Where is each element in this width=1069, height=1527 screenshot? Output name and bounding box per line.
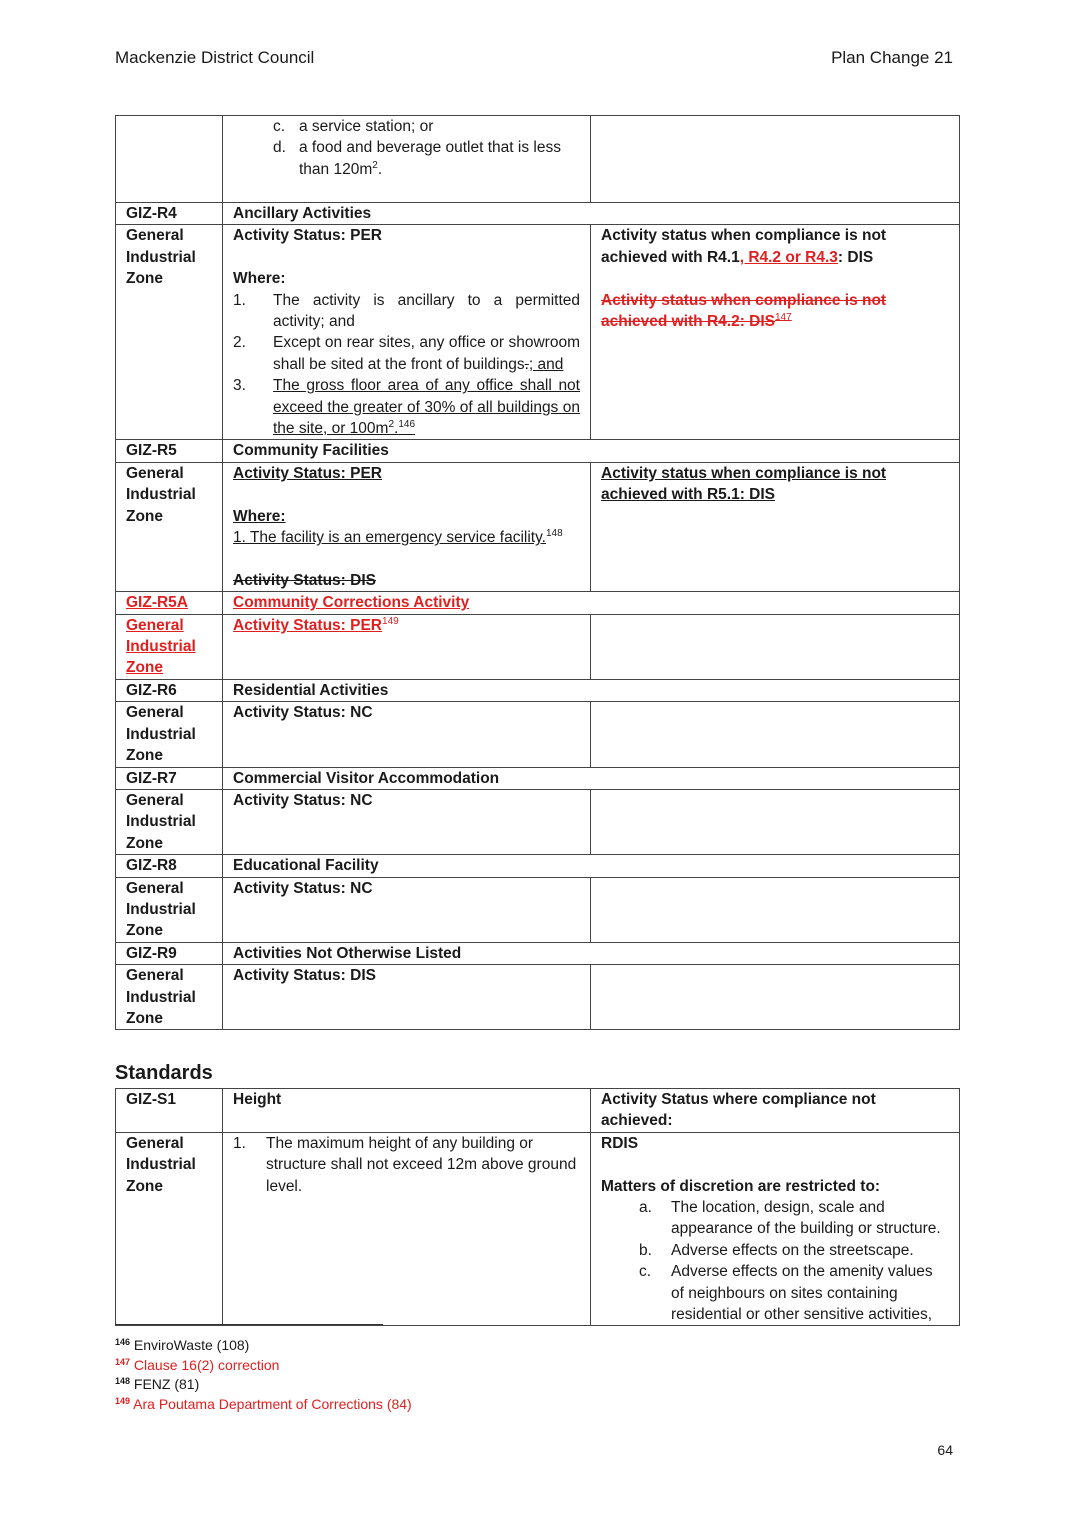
zone-label: General Industrial Zone [116,1132,223,1326]
list-item: c. Adverse effects on the amenity values of neighbours on sites containing residential or other sensitive activities, [639,1263,933,1324]
matters-heading: Matters of discretion are restricted to: [601,1177,881,1195]
non-compliance-status: Activity status when compliance is not achieved with R5.1: DIS [601,464,887,504]
where-label: Where: [233,507,286,525]
rule-code: GIZ-R9 [116,942,223,964]
rule-body-row [116,877,960,942]
standard-header-row [116,1089,960,1133]
standard-requirement [223,1132,591,1326]
non-compliance-status: Activity status when compliance is not achieved with R4.1, R4.2 or R4.3: DIS [601,227,887,266]
rule-title: Ancillary Activities [223,203,960,225]
rule-title: Community Corrections Activity [223,592,960,614]
activity-status-cell [223,462,591,591]
list-item: a. The location, design, scale and appearance of the building or structure. [639,1199,941,1238]
standards-heading: Standards [115,1062,213,1084]
deleted-status: Activity Status: DIS [233,571,376,589]
header-plan-change: Plan Change 21 [831,48,953,67]
list-item: d. a food and beverage outlet that is less than $120m^2$. [273,139,561,178]
non-compliance-cell [591,462,960,591]
footnote-ref: 146 [398,419,416,431]
rule-header-row [116,203,960,225]
zone-label: General Industrial Zone [116,225,223,440]
page-number: 64 [937,1442,953,1458]
zone-label: General Industrial Zone [116,702,223,767]
standards-table [115,1088,960,1326]
continuation-list [223,116,591,203]
footnote-divider [115,1324,383,1325]
table-row [116,116,960,203]
rule-body-row [116,965,960,1030]
footnote-ref: 149 [382,615,399,627]
rule-code: GIZ-R7 [116,767,223,789]
footnote: $^{148}$ FENZ (81) [115,1376,200,1392]
rule-header-row [116,767,960,789]
footnote: $^{147}$ Clause 16(2) correction [115,1356,280,1373]
rule-header-row [116,855,960,877]
list-item: b. Adverse effects on the streetscape. [639,1241,914,1259]
rule-body-row [116,614,960,679]
activity-status: Activity Status: PER [233,227,383,245]
rule-code: GIZ-R5A [116,592,223,614]
zone-cell [116,116,223,203]
list-item: 1. The activity is ancillary to a permitted activity; and [233,291,580,331]
rule-code: GIZ-R6 [116,679,223,701]
non-compliance-cell [591,1132,960,1326]
rule-body-row [116,702,960,767]
rule-body-row [116,225,960,440]
footnote-ref: 148 [546,528,563,540]
rule-header-row [116,592,960,614]
standard-code: GIZ-S1 [116,1089,223,1133]
list-item: 1. The facility is an emergency service facility.$^{148}$ [233,528,563,547]
standard-column-heading: Activity Status where compliance not achieved: [591,1089,960,1133]
activity-status: Activity Status: NC [223,702,591,767]
empty-cell [591,877,960,942]
footnote-ref: 147 [775,312,792,324]
where-label: Where: [233,270,286,288]
header-council-name: Mackenzie District Council [115,48,315,67]
empty-cell [591,965,960,1030]
activity-status: Activity Status: NC [223,877,591,942]
rule-code: GIZ-R4 [116,203,223,225]
empty-cell [591,789,960,854]
activity-status: Activity Status: DIS [223,965,591,1030]
rule-body-row [116,462,960,591]
deleted-status: Activity status when compliance is not achieved with R4.2: DIS$^{147}$ [601,291,887,331]
standard-title: Height [223,1089,591,1133]
zone-label: General Industrial Zone [116,789,223,854]
standard-body-row [116,1132,960,1326]
non-compliance-cell [591,225,960,440]
list-item: 3. The gross floor area of any office shall not exceed the greater of 30% of all buildings on the site, or $100m^2.^{146}$ [233,377,580,438]
rule-code: GIZ-R5 [116,440,223,462]
rule-body-row [116,789,960,854]
footnotes [115,1336,412,1414]
rule-header-row [116,440,960,462]
rule-code: GIZ-R8 [116,855,223,877]
zone-label: General Industrial Zone [116,614,223,679]
zone-label: General Industrial Zone [116,965,223,1030]
activity-status-cell [223,614,591,679]
zone-label: General Industrial Zone [116,877,223,942]
activity-status: Activity Status: PER [233,464,383,482]
rule-title: Educational Facility [223,855,960,877]
list-item: 2. Except on rear sites, any office or showroom shall be sited at the front of buildings.; and [233,334,580,373]
rule-title: Commercial Visitor Accommodation [223,767,960,789]
empty-cell [591,702,960,767]
list-item: 1. The maximum height of any building or structure shall not exceed 12m above ground level. [233,1134,577,1195]
list-item: c. a service station; or [273,118,434,135]
rule-title: Community Facilities [223,440,960,462]
zone-label: General Industrial Zone [116,462,223,591]
activity-status: Activity Status: PER [233,616,383,634]
footnote: $^{146}$ EnviroWaste (108) [115,1337,250,1353]
empty-cell [591,116,960,203]
empty-cell [591,614,960,679]
activity-status: Activity Status: NC [223,789,591,854]
rule-title: Activities Not Otherwise Listed [223,942,960,964]
footnote: $^{149}$ Ara Poutama Department of Corrections (84) [115,1395,412,1412]
rule-header-row [116,679,960,701]
rule-title: Residential Activities [223,679,960,701]
activity-status-cell [223,225,591,440]
non-compliance-status: RDIS [601,1134,639,1152]
rules-table [115,115,960,1030]
rule-header-row [116,942,960,964]
